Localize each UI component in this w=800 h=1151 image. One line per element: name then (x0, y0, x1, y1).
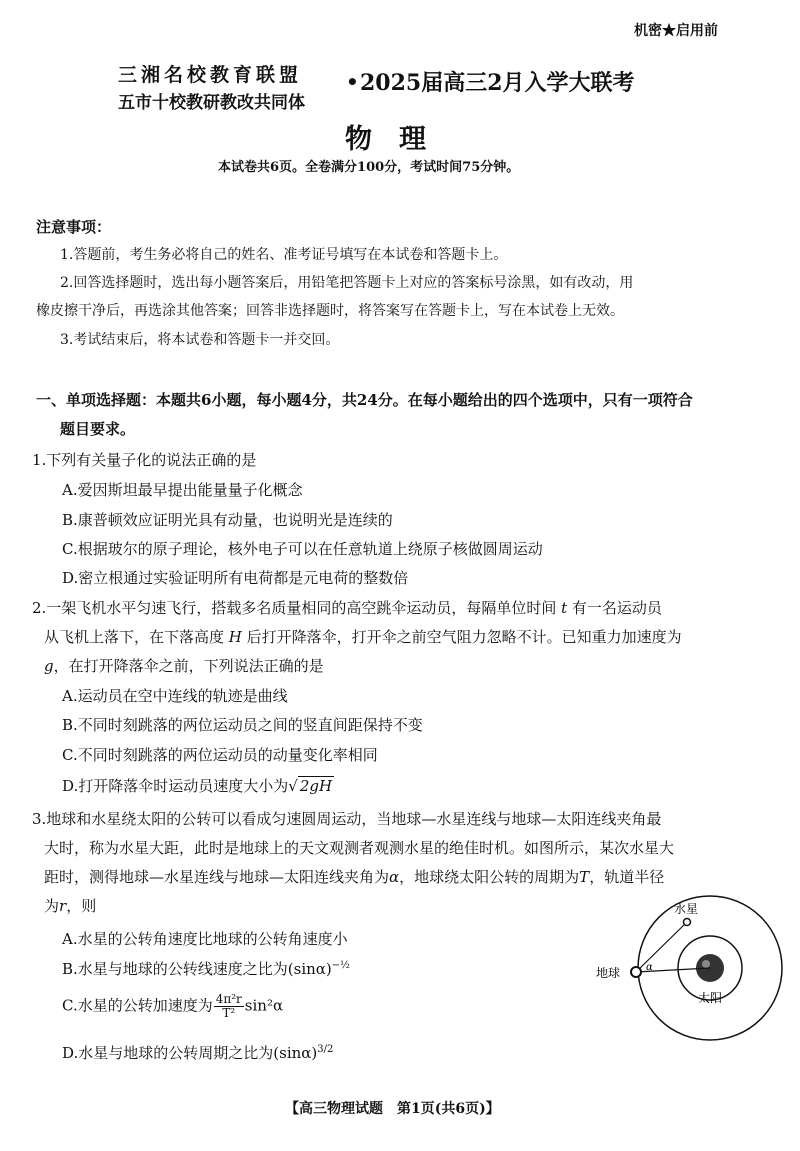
exam-intro: 本试卷共6页。全卷满分100分，考试时间75分钟。 (218, 160, 520, 175)
org-name-1: 三湘名校教育联盟 (118, 64, 303, 86)
angle-label: α (646, 962, 653, 973)
note-item: 2.回答选择题时，选出每小题答案后，用铅笔把答题卡上对应的答案标号涂黑，如有改动，用 (60, 275, 634, 291)
q1-option-b: B.康普顿效应证明光具有动量，也说明光是连续的 (62, 511, 393, 529)
mercury (684, 919, 691, 926)
note-item: 3.考试结束后，将本试卷和答题卡一并交回。 (60, 332, 340, 348)
q3-stem-line1: 3.地球和水星绕太阳的公转可以看成匀速圆周运动，当地球—水星连线与地球—太阳连线夹角最 (32, 810, 662, 828)
q3-option-c: C.水星的公转加速度为 $\frac{\text{4π²r}}{\text{T²}}$ sin²α (62, 992, 284, 1020)
section1-heading: 一、单项选择题：本题共6小题，每小题4分，共24分。在每小题给出的四个选项中，只有一项符合 (36, 391, 693, 409)
page-footer: 【高三物理试题 第1页(共6页)】 (285, 1101, 500, 1117)
earth-mercury-line (636, 922, 687, 972)
q2-option-a: A.运动员在空中连线的轨迹是曲线 (62, 687, 288, 705)
org-name-2: 五市十校教研教改共同体 (118, 93, 305, 113)
header-bullet: • (346, 70, 359, 94)
earth (631, 967, 641, 977)
sun-label: 太阳 (698, 991, 723, 1005)
subject-title: 物 理 (345, 124, 426, 155)
q3-option-d: D.水星与地球的公转周期之比为$(\sin\alpha)^{3/2}$ (62, 1044, 334, 1062)
confidential-mark: 机密★启用前 (634, 23, 718, 39)
q2-stem-line2: 从飞机上落下，在下落高度 H 后打开降落伞，打开伞之前空气阻力忽略不计。已知重力加速度为 (44, 628, 682, 646)
q2-option-c: C.不同时刻跳落的两位运动员的动量变化率相同 (62, 746, 378, 764)
exam-title: 2025届高三2月入学大联考 (360, 70, 635, 96)
q1-option-a: A.爱因斯坦最早提出能量量子化概念 (62, 481, 303, 499)
q3-stem-line2: 大时，称为水星大距，此时是地球上的天文观测者观测水星的绝佳时机。如图所示，某次水星大 (44, 839, 675, 857)
q3-stem-line3: 距时，测得地球—水星连线与地球—太阳连线夹角为α，地球绕太阳公转的周期为T，轨道半径 (44, 868, 665, 886)
section1-heading-cont: 题目要求。 (60, 420, 136, 438)
q1-option-c: C.根据玻尔的原子理论，核外电子可以在任意轨道上绕原子核做圆周运动 (62, 540, 543, 558)
q2-option-d: D.打开降落伞时运动员速度大小为√ 2gH (62, 777, 333, 795)
q3-stem-line4: 为r，则 (44, 897, 97, 915)
q2-stem-line1: 2.一架飞机水平匀速飞行，搭载多名质量相同的高空跳伞运动员，每隔单位时间 t 有一名运动员 (32, 599, 662, 617)
orbit-diagram (590, 895, 790, 1055)
notes-title: 注意事项： (36, 218, 112, 236)
mercury-label: 水星 (674, 902, 699, 916)
note-item: 橡皮擦干净后，再选涂其他答案；回答非选择题时，将答案写在答题卡上，写在本试卷上无效。 (36, 303, 624, 319)
q3-option-b: B.水星与地球的公转线速度之比为$(\sin\alpha)^{-\frac{1}{2}}$ (62, 960, 350, 978)
q2-option-b: B.不同时刻跳落的两位运动员之间的竖直间距保持不变 (62, 716, 423, 734)
earth-label: 地球 (596, 966, 621, 980)
q1-stem: 1.下列有关量子化的说法正确的是 (32, 451, 257, 469)
sun-highlight (702, 960, 710, 968)
q1-option-d: D.密立根通过实验证明所有电荷都是元电荷的整数倍 (62, 569, 409, 587)
q2-stem-line3: g，在打开降落伞之前，下列说法正确的是 (44, 657, 324, 675)
note-item: 1.答题前，考生务必将自己的姓名、准考证号填写在本试卷和答题卡上。 (60, 247, 508, 263)
q3-option-a: A.水星的公转角速度比地球的公转角速度小 (62, 930, 348, 948)
